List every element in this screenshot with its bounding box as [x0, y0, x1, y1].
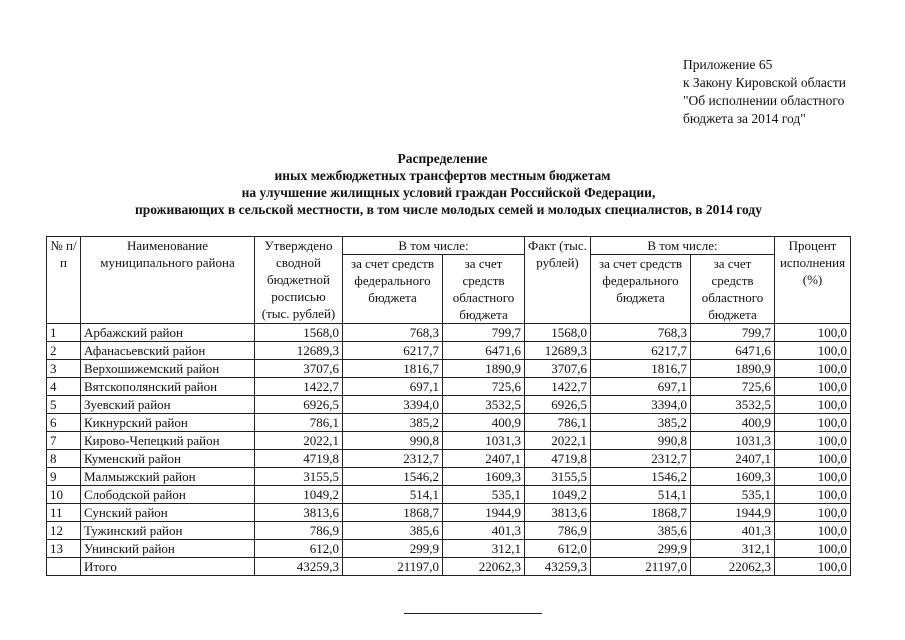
approved-regional: 400,9: [443, 414, 525, 432]
approved-regional: 3532,5: [443, 396, 525, 414]
row-number: 3: [47, 360, 81, 378]
percent-value: 100,0: [775, 360, 851, 378]
approved-regional: 1890,9: [443, 360, 525, 378]
table-row: [47, 450, 851, 468]
divider-line: [404, 613, 542, 614]
approved-federal: 514,1: [343, 486, 443, 504]
approved-regional: 1609,3: [443, 468, 525, 486]
row-number: 4: [47, 378, 81, 396]
percent-value: 100,0: [775, 468, 851, 486]
fact-regional: 400,9: [691, 414, 775, 432]
fact-regional: 6471,6: [691, 342, 775, 360]
fact-federal: 990,8: [591, 432, 691, 450]
district-name: Афанасьевский район: [81, 342, 255, 360]
approved-value: 786,1: [255, 414, 343, 432]
district-name: Тужинский район: [81, 522, 255, 540]
distribution-table: [46, 236, 851, 576]
fact-federal: 1546,2: [591, 468, 691, 486]
approved-federal: 6217,7: [343, 342, 443, 360]
fact-federal: 385,6: [591, 522, 691, 540]
approved-federal: 21197,0: [343, 558, 443, 576]
percent-value: 100,0: [775, 378, 851, 396]
table-total-row: [47, 558, 851, 576]
approved-federal: 1546,2: [343, 468, 443, 486]
row-number: 1: [47, 324, 81, 342]
fact-regional: 1944,9: [691, 504, 775, 522]
percent-value: 100,0: [775, 522, 851, 540]
row-number: 13: [47, 540, 81, 558]
approved-regional: 535,1: [443, 486, 525, 504]
district-name: Сунский район: [81, 504, 255, 522]
approved-value: 2022,1: [255, 432, 343, 450]
header-fact: Факт (тыс. рублей): [525, 237, 591, 324]
approved-value: 4719,8: [255, 450, 343, 468]
approved-regional: 725,6: [443, 378, 525, 396]
document-title: [0, 150, 905, 218]
district-name: Слободской район: [81, 486, 255, 504]
approved-value: 1049,2: [255, 486, 343, 504]
approved-federal: 2312,7: [343, 450, 443, 468]
table-row: [47, 414, 851, 432]
total-label: Итого: [81, 558, 255, 576]
approved-value: 6926,5: [255, 396, 343, 414]
row-number: [47, 558, 81, 576]
district-name: Зуевский район: [81, 396, 255, 414]
fact-federal: 21197,0: [591, 558, 691, 576]
fact-regional: 1031,3: [691, 432, 775, 450]
district-name: Кикнурский район: [81, 414, 255, 432]
header-regional: за счет средств областного бюджета: [691, 255, 775, 324]
approved-value: 43259,3: [255, 558, 343, 576]
row-number: 12: [47, 522, 81, 540]
fact-value: 1422,7: [525, 378, 591, 396]
header-including-approved: В том числе:: [343, 237, 525, 255]
approved-federal: 1868,7: [343, 504, 443, 522]
district-name: Малмыжский район: [81, 468, 255, 486]
fact-regional: 2407,1: [691, 450, 775, 468]
table-row: [47, 540, 851, 558]
district-name: Верхошижемский район: [81, 360, 255, 378]
title-line: иных межбюджетных трансфертов местным бюджетам: [274, 168, 611, 183]
fact-value: 786,1: [525, 414, 591, 432]
row-number: 7: [47, 432, 81, 450]
fact-regional: 535,1: [691, 486, 775, 504]
fact-value: 43259,3: [525, 558, 591, 576]
percent-value: 100,0: [775, 396, 851, 414]
fact-value: 3707,6: [525, 360, 591, 378]
fact-regional: 1609,3: [691, 468, 775, 486]
district-name: Куменский район: [81, 450, 255, 468]
fact-value: 6926,5: [525, 396, 591, 414]
title-line: проживающих в сельской местности, в том числе молодых семей и молодых специалистов, в 2014 году: [134, 202, 762, 217]
fact-regional: 3532,5: [691, 396, 775, 414]
row-number: 8: [47, 450, 81, 468]
district-name: Вятскополянский район: [81, 378, 255, 396]
header-including-fact: В том числе:: [591, 237, 775, 255]
fact-value: 12689,3: [525, 342, 591, 360]
row-number: 9: [47, 468, 81, 486]
approved-regional: 2407,1: [443, 450, 525, 468]
fact-value: 612,0: [525, 540, 591, 558]
approved-regional: 6471,6: [443, 342, 525, 360]
fact-regional: 401,3: [691, 522, 775, 540]
approved-regional: 22062,3: [443, 558, 525, 576]
table-row: [47, 360, 851, 378]
fact-value: 1049,2: [525, 486, 591, 504]
fact-federal: 299,9: [591, 540, 691, 558]
approved-regional: 401,3: [443, 522, 525, 540]
percent-value: 100,0: [775, 450, 851, 468]
approved-federal: 385,2: [343, 414, 443, 432]
header-federal: за счет средств федерального бюджета: [591, 255, 691, 324]
fact-regional: 22062,3: [691, 558, 775, 576]
fact-federal: 768,3: [591, 324, 691, 342]
table-row: [47, 432, 851, 450]
approved-regional: 1944,9: [443, 504, 525, 522]
header-federal: за счет средств федерального бюджета: [343, 255, 443, 324]
appendix-note: [683, 56, 846, 128]
table-row: [47, 522, 851, 540]
fact-regional: 799,7: [691, 324, 775, 342]
header-no: № п/п: [47, 237, 81, 324]
table-row: [47, 396, 851, 414]
table-row: [47, 342, 851, 360]
fact-value: 786,9: [525, 522, 591, 540]
appendix-line: к Закону Кировской области: [683, 75, 847, 90]
approved-value: 1422,7: [255, 378, 343, 396]
approved-regional: 312,1: [443, 540, 525, 558]
percent-value: 100,0: [775, 324, 851, 342]
fact-value: 1568,0: [525, 324, 591, 342]
fact-federal: 3394,0: [591, 396, 691, 414]
row-number: 6: [47, 414, 81, 432]
fact-value: 2022,1: [525, 432, 591, 450]
district-name: Кирово-Чепецкий район: [81, 432, 255, 450]
percent-value: 100,0: [775, 414, 851, 432]
table-row: [47, 504, 851, 522]
fact-federal: 2312,7: [591, 450, 691, 468]
appendix-line: "Об исполнении областного: [683, 93, 845, 108]
fact-federal: 6217,7: [591, 342, 691, 360]
approved-federal: 697,1: [343, 378, 443, 396]
percent-value: 100,0: [775, 540, 851, 558]
approved-regional: 799,7: [443, 324, 525, 342]
district-name: Унинский район: [81, 540, 255, 558]
fact-value: 3813,6: [525, 504, 591, 522]
approved-value: 786,9: [255, 522, 343, 540]
row-number: 5: [47, 396, 81, 414]
approved-regional: 1031,3: [443, 432, 525, 450]
table-row: [47, 378, 851, 396]
percent-value: 100,0: [775, 558, 851, 576]
row-number: 2: [47, 342, 81, 360]
row-number: 11: [47, 504, 81, 522]
approved-value: 3155,5: [255, 468, 343, 486]
appendix-line: Приложение 65: [683, 57, 773, 72]
fact-federal: 1816,7: [591, 360, 691, 378]
approved-value: 3813,6: [255, 504, 343, 522]
approved-federal: 385,6: [343, 522, 443, 540]
title-line: на улучшение жилищных условий граждан Российской Федерации,: [241, 185, 656, 200]
approved-federal: 768,3: [343, 324, 443, 342]
fact-regional: 312,1: [691, 540, 775, 558]
table-row: [47, 486, 851, 504]
fact-federal: 697,1: [591, 378, 691, 396]
title-line: Распределение: [397, 151, 488, 166]
fact-federal: 385,2: [591, 414, 691, 432]
fact-regional: 725,6: [691, 378, 775, 396]
approved-value: 3707,6: [255, 360, 343, 378]
approved-value: 12689,3: [255, 342, 343, 360]
fact-value: 4719,8: [525, 450, 591, 468]
fact-value: 3155,5: [525, 468, 591, 486]
approved-federal: 3394,0: [343, 396, 443, 414]
percent-value: 100,0: [775, 342, 851, 360]
header-percent: Процент исполнения (%): [775, 237, 851, 324]
appendix-line: бюджета за 2014 год": [683, 111, 806, 126]
fact-federal: 514,1: [591, 486, 691, 504]
row-number: 10: [47, 486, 81, 504]
header-name: Наименование муниципального района: [81, 237, 255, 324]
table-row: [47, 324, 851, 342]
percent-value: 100,0: [775, 504, 851, 522]
approved-federal: 990,8: [343, 432, 443, 450]
header-approved: Утверждено сводной бюджетной росписью (тыс. рублей): [255, 237, 343, 324]
approved-value: 1568,0: [255, 324, 343, 342]
approved-federal: 299,9: [343, 540, 443, 558]
percent-value: 100,0: [775, 486, 851, 504]
header-regional: за счет средств областного бюджета: [443, 255, 525, 324]
approved-value: 612,0: [255, 540, 343, 558]
district-name: Арбажский район: [81, 324, 255, 342]
fact-federal: 1868,7: [591, 504, 691, 522]
percent-value: 100,0: [775, 432, 851, 450]
approved-federal: 1816,7: [343, 360, 443, 378]
table-row: [47, 468, 851, 486]
fact-regional: 1890,9: [691, 360, 775, 378]
